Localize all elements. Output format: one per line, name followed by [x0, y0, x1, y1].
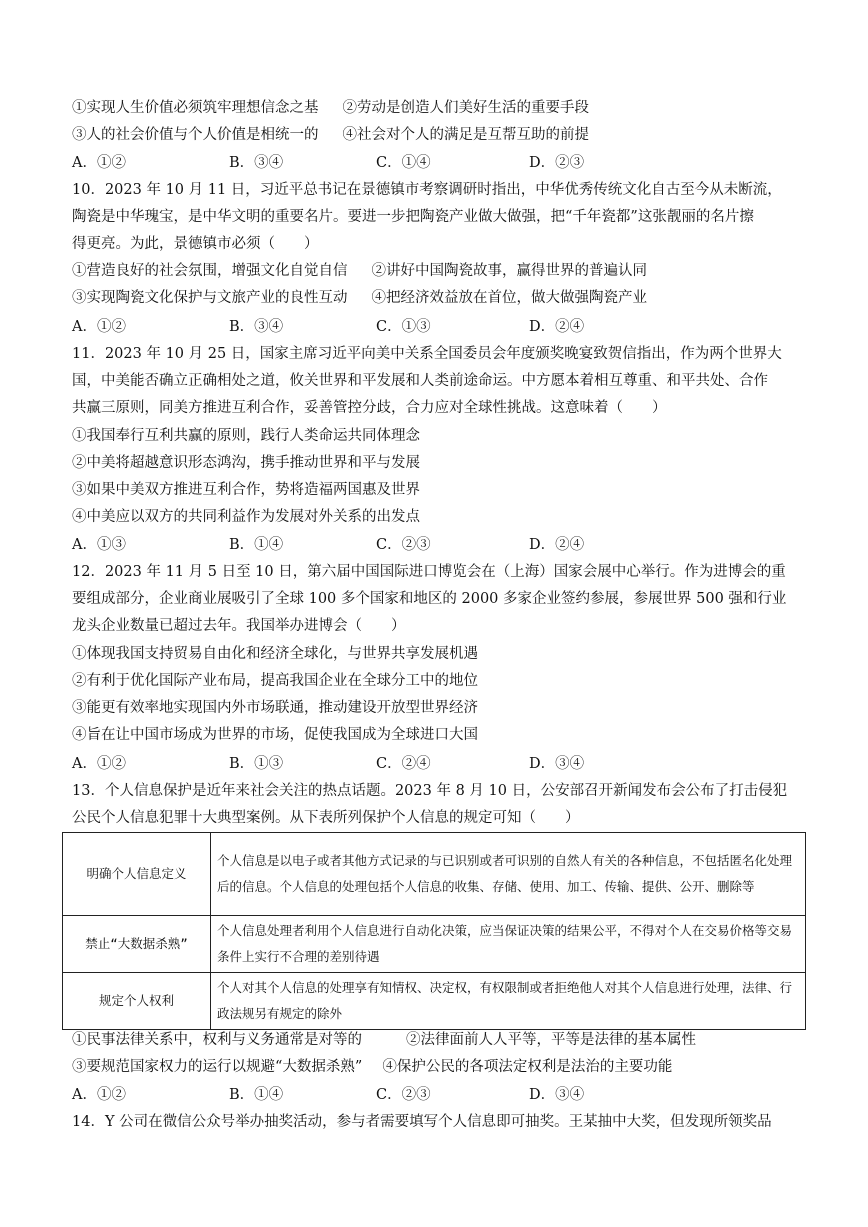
q10-option-4: ④把经济效益放在首位，做大做强陶瓷产业	[371, 290, 647, 306]
q10-stem-line-2: 陶瓷是中华瑰宝，是中华文明的重要名片。要进一步把陶瓷产业做大做强，把“千年瓷都”这张靓丽的名片擦	[72, 209, 754, 225]
choice-d: D．②③	[529, 155, 585, 171]
q13-option-2: ②法律面前人人平等，平等是法律的基本属性	[406, 1032, 696, 1048]
q13-choices	[72, 1085, 792, 1105]
q11-stem-line-3: 共赢三原则，同美方推进互利合作，妥善管控分歧，合力应对全球性挑战。这意味着（ ）	[72, 400, 667, 416]
table-row	[63, 833, 806, 916]
q14-stem-line-1: 14．Y 公司在微信公众号举办抽奖活动，参与者需要填写个人信息即可抽奖。王某抽中大奖，但发现所领奖品	[72, 1114, 772, 1130]
q12-stem-line-2: 要组成部分，企业商业展吸引了全球 100 多个国家和地区的 2000 多家企业签约参展，参展世界 500 强和行业	[72, 591, 787, 607]
choice-c: C．①③	[376, 319, 431, 335]
q9-choices	[72, 153, 792, 173]
choice-c: C．②④	[376, 756, 431, 772]
privacy-rules-table	[62, 832, 806, 1030]
q13-option-4: ④保护公民的各项法定权利是法治的主要功能	[382, 1059, 673, 1075]
table-row	[63, 916, 806, 973]
q9-option-4: ④社会对个人的满足是互帮互助的前提	[342, 127, 589, 143]
choice-c: C．②③	[376, 1087, 431, 1103]
q10-option-2: ②讲好中国陶瓷故事，赢得世界的普遍认同	[371, 263, 647, 279]
table-cell-key: 明确个人信息定义	[63, 833, 211, 916]
q10-option-3: ③实现陶瓷文化保护与文旅产业的良性互动	[72, 290, 348, 306]
choice-d: D．③④	[529, 756, 585, 772]
table-cell-value: 个人信息是以电子或者其他方式记录的与已识别或者可识别的自然人有关的各种信息，不包括匿名化处理后的信息。个人信息的处理包括个人信息的收集、存储、使用、加工、传输、提供、公开、删除等	[211, 833, 806, 916]
choice-c: C．①④	[376, 155, 431, 171]
choice-a: A．①②	[72, 756, 126, 772]
q12-option-4: ④旨在让中国市场成为世界的市场，促使我国成为全球进口大国	[72, 727, 478, 743]
table-cell-key: 规定个人权利	[63, 973, 211, 1030]
choice-a: A．①②	[72, 319, 126, 335]
choice-b: B．③④	[229, 319, 284, 335]
q12-option-3: ③能更有效率地实现国内外市场联通，推动建设开放型世界经济	[72, 700, 478, 716]
q11-stem-line-1: 11．2023 年 10 月 25 日，国家主席习近平向美中关系全国委员会年度颁奖晚宴致贺信指出，作为两个世界大	[72, 346, 782, 362]
q10-options-row-1	[72, 261, 647, 281]
table-cell-key: 禁止“大数据杀熟”	[63, 916, 211, 973]
choice-b: B．①④	[229, 1087, 284, 1103]
q12-option-2: ②有利于优化国际产业布局，提高我国企业在全球分工中的地位	[72, 673, 478, 689]
q9-options-row-1	[72, 98, 589, 118]
q12-choices	[72, 754, 792, 774]
choice-b: B．①③	[229, 756, 284, 772]
choice-a: A．①②	[72, 1087, 126, 1103]
q10-choices	[72, 317, 792, 337]
q12-stem-line-1: 12．2023 年 11 月 5 日至 10 日，第六届中国国际进口博览会在（上海）国家会展中心举行。作为进博会的重	[72, 564, 786, 580]
q10-option-1: ①营造良好的社会氛围，增强文化自觉自信	[72, 263, 348, 279]
choice-a: A．①③	[72, 537, 126, 553]
choice-a: A．①②	[72, 155, 126, 171]
choice-d: D．③④	[529, 1087, 585, 1103]
q13-options-row-1	[72, 1030, 696, 1050]
q13-option-1: ①民事法律关系中，权利与义务通常是对等的	[72, 1032, 362, 1048]
q12-stem-line-3: 龙头企业数量已超过去年。我国举办进博会（ ）	[72, 618, 406, 634]
q9-option-2: ②劳动是创造人们美好生活的重要手段	[342, 100, 589, 116]
q11-option-3: ③如果中美双方推进互利合作，势将造福两国惠及世界	[72, 482, 420, 498]
choice-b: B．③④	[229, 155, 284, 171]
q10-options-row-2	[72, 288, 647, 308]
q11-stem-line-2: 国，中美能否确立正确相处之道，攸关世界和平发展和人类前途命运。中方愿本着相互尊重、和平共处、合作	[72, 373, 768, 389]
q13-option-3: ③要规范国家权力的运行以规避“大数据杀熟”	[72, 1059, 363, 1075]
q11-option-2: ②中美将超越意识形态鸿沟，携手推动世界和平与发展	[72, 455, 420, 471]
q10-stem-line-1: 10．2023 年 10 月 11 日，习近平总书记在景德镇市考察调研时指出，中华优秀传统文化自古至今从未断流，	[72, 182, 782, 198]
table-row	[63, 973, 806, 1030]
q9-option-1: ①实现人生价值必须筑牢理想信念之基	[72, 100, 319, 116]
choice-d: D．②④	[529, 319, 585, 335]
q9-options-row-2	[72, 125, 589, 145]
q11-option-4: ④中美应以双方的共同利益作为发展对外关系的出发点	[72, 509, 420, 525]
q9-option-3: ③人的社会价值与个人价值是相统一的	[72, 127, 319, 143]
q11-choices	[72, 535, 792, 555]
choice-b: B．①④	[229, 537, 284, 553]
q12-option-1: ①体现我国支持贸易自由化和经济全球化，与世界共享发展机遇	[72, 646, 478, 662]
q11-option-1: ①我国奉行互利共赢的原则，践行人类命运共同体理念	[72, 428, 420, 444]
q13-options-row-2	[72, 1057, 672, 1077]
q13-stem-line-1: 13．个人信息保护是近年来社会关注的热点话题。2023 年 8 月 10 日，公安部召开新闻发布会公布了打击侵犯	[72, 783, 788, 799]
table-cell-value: 个人对其个人信息的处理享有知情权、决定权，有权限制或者拒绝他人对其个人信息进行处理，法律、行政法规另有规定的除外	[211, 973, 806, 1030]
table-cell-value: 个人信息处理者利用个人信息进行自动化决策，应当保证决策的结果公平，不得对个人在交易价格等交易条件上实行不合理的差别待遇	[211, 916, 806, 973]
choice-c: C．②③	[376, 537, 431, 553]
choice-d: D．②④	[529, 537, 585, 553]
q10-stem-line-3: 得更亮。为此，景德镇市必须（ ）	[72, 236, 319, 252]
q13-stem-line-2: 公民个人信息犯罪十大典型案例。从下表所列保护个人信息的规定可知（ ）	[72, 810, 580, 826]
